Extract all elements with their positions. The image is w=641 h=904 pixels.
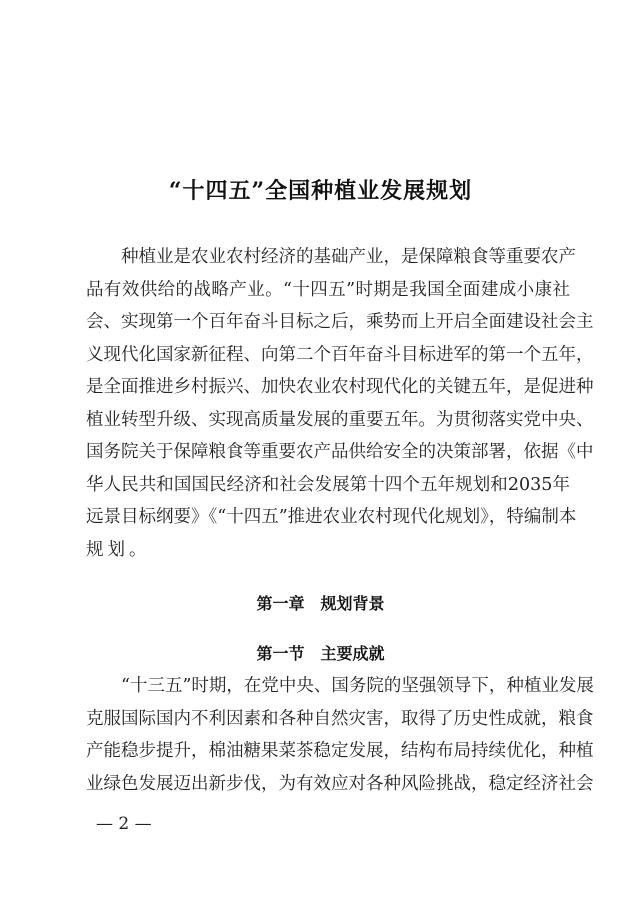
text-line: 种植业是农业农村经济的基础产业，是保障粮食等重要农产 xyxy=(86,247,576,267)
text-line: “十三五”时期，在党中央、国务院的坚强领导下，种植业发展 xyxy=(86,676,594,696)
text-line: 是全面推进乡村振兴、加快农业农村现代化的关键五年，是促进种 xyxy=(86,377,594,397)
text-line: 植业转型升级、实现高质量发展的重要五年。为贯彻落实党中央、 xyxy=(86,409,594,430)
text-line: 品有效供给的战略产业。“十四五”时期是我国全面建成小康社 xyxy=(86,279,570,300)
chapter-heading: 第一章 规划背景 xyxy=(256,594,385,613)
page-number: — 2 — xyxy=(96,814,152,834)
text-line: 国务院关于保障粮食等重要农产品供给安全的决策部署，依据《中 xyxy=(86,442,594,462)
document-title: “十四五”全国种植业发展规划 xyxy=(168,178,473,204)
text-line: 业绿色发展迈出新步伐，为有效应对各种风险挑战，稳定经济社会 xyxy=(86,773,594,794)
section-paragraph xyxy=(86,670,594,800)
text-line: 产能稳步提升，棉油糖果菜茶稳定发展，结构布局持续优化，种植 xyxy=(86,741,594,761)
section-heading: 第一节 主要成就 xyxy=(256,644,385,663)
text-line: 会、实现第一个百年奋斗目标之后，乘势而上开启全面建设社会主 xyxy=(86,312,594,332)
text-line: 远景目标纲要》《“十四五”推进农业农村现代化规划》，特编制本 xyxy=(86,507,577,527)
text-line: 克服国际国内不利因素和各种自然灾害，取得了历史性成就，粮食 xyxy=(86,708,594,729)
text-line: 规划。 xyxy=(86,539,151,560)
text-line: 华人民共和国国民经济和社会发展第十四个五年规划和2035年 xyxy=(86,474,570,495)
intro-paragraph xyxy=(86,241,594,566)
text-line: 义现代化国家新征程、向第二个百年奋斗目标进军的第一个五年， xyxy=(86,344,594,365)
